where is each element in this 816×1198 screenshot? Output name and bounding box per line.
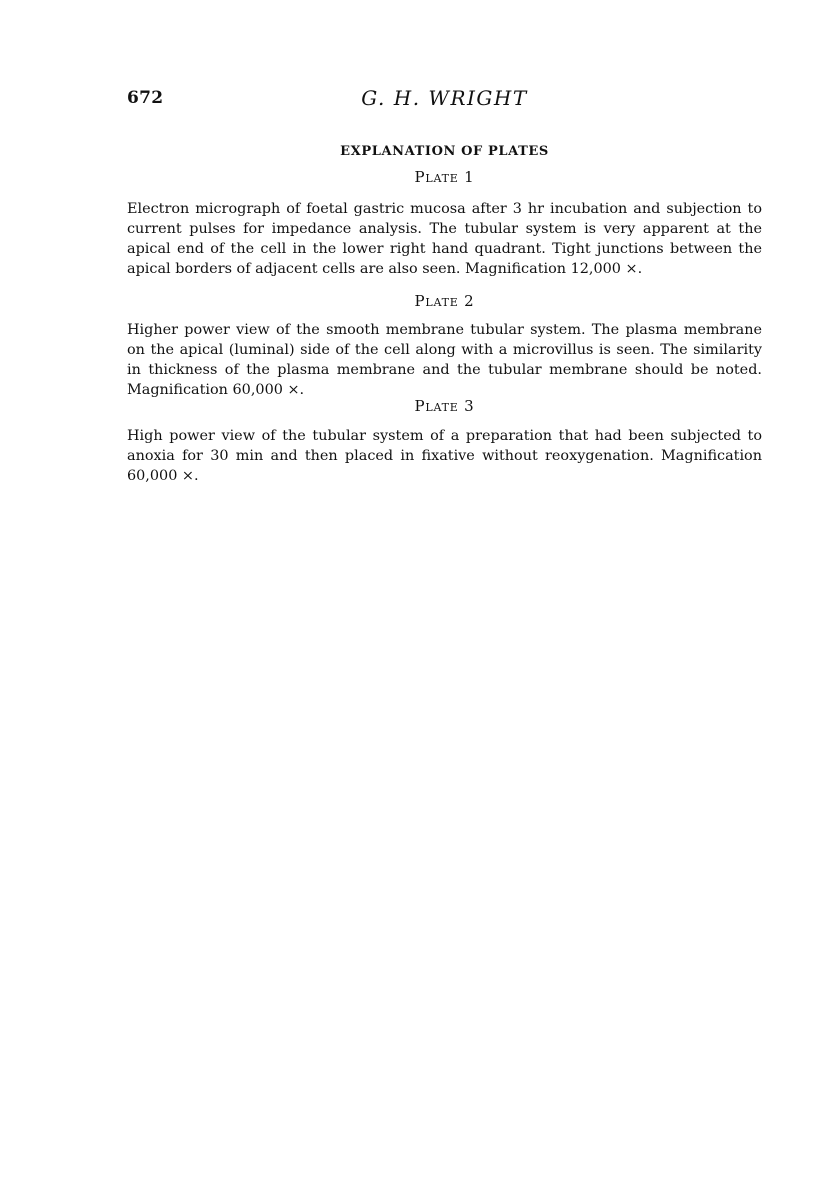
plate-3-caption: High power view of the tubular system of a preparation that had been subjected to anoxia for 30 min and then placed in fixative without reoxygenation. Magnification 60,000 ×.: [127, 428, 762, 484]
running-head: [127, 88, 762, 112]
plate-1-title: Plate 1: [414, 168, 475, 186]
plate-2-caption: Higher power view of the smooth membrane tubular system. The plasma membrane on the apical (luminal) side of the cell along with a microvillus is seen. The similarity in thickness of the plasma membrane and the tubular membrane should be noted. Magnification 60,000 ×.: [127, 322, 762, 398]
plate-3-title: Plate 3: [414, 397, 475, 415]
section-heading: EXPLANATION OF PLATES: [340, 144, 549, 159]
page-number: 672: [127, 88, 164, 108]
plate-2-title: Plate 2: [414, 292, 475, 310]
running-head-author: G. H. WRIGHT: [361, 86, 528, 110]
plate-1-caption: Electron micrograph of foetal gastric mucosa after 3 hr incubation and subjection to current pulses for impedance analysis. The tubular system is very apparent at the apical end of the cell in the lower right hand quadrant. Tight junctions between the apical borders of adjacent cells are also seen. Magnification 12,000 ×.: [127, 201, 762, 277]
